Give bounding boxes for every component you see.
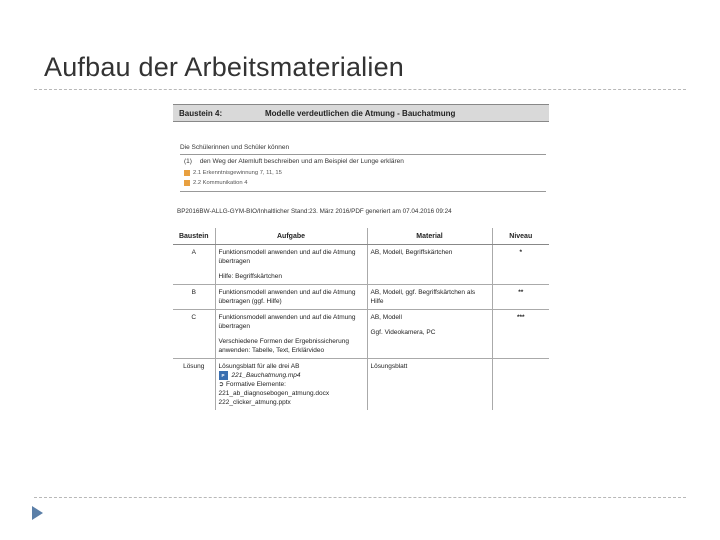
formative-file-link[interactable]: 221_ab_diagnosebogen_atmung.docx (218, 390, 330, 397)
baustein-cell: B (173, 285, 215, 310)
column-header: Baustein (173, 228, 215, 245)
aufgabe-text: Verschiedene Formen der Ergebnissicherung anwenden: Tabelle, Text, Erklärvideo (218, 338, 349, 354)
header-label: Baustein 4: (179, 109, 223, 118)
arrow-right-icon: ➲ (218, 381, 224, 388)
table-row (173, 359, 549, 411)
niveau-cell: ** (492, 285, 549, 310)
video-file-icon: P (219, 371, 228, 380)
aufgabe-text: Funktionsmodell anwenden und auf die Atmung übertragen (218, 249, 356, 265)
material-cell (367, 310, 492, 359)
material-text: Ggf. Videokamera, PC (370, 329, 436, 336)
formative-label: ➲ Formative Elemente: (218, 381, 286, 388)
table-header-row (173, 228, 549, 245)
aufgabe-text: Hilfe: Begriffskärtchen (218, 273, 282, 280)
video-file-name: 221_Bauchatmung.mp4 (231, 372, 301, 379)
title-divider (34, 89, 686, 90)
competence-square-icon (184, 170, 190, 176)
aufgabe-cell: Funktionsmodell anwenden und auf die Atmung übertragen (ggf. Hilfe) (215, 285, 367, 310)
aufgabe-cell (215, 359, 367, 411)
material-cell: Lösungsblatt (367, 359, 492, 411)
column-header: Aufgabe (215, 228, 367, 245)
footer-divider (34, 497, 686, 498)
aufgabe-text: Lösungsblatt für alle drei AB (218, 363, 300, 370)
goals-box (180, 154, 546, 192)
baustein-cell: C (173, 310, 215, 359)
goal-number: (1) (184, 158, 192, 165)
document-header (173, 104, 549, 122)
material-cell: AB, Modell, Begriffskärtchen (367, 245, 492, 285)
baustein-cell: Lösung (173, 359, 215, 411)
table-row (173, 285, 549, 310)
goal-text: den Weg der Atemluft beschreiben und am Beispiel der Lunge erklären (199, 158, 404, 165)
goal-sub-text: 2.2 Kommunikation 4 (193, 180, 248, 186)
material-cell: AB, Modell, ggf. Begriffskärtchen als Hilfe (367, 285, 492, 310)
aufgabe-cell (215, 245, 367, 285)
aufgabe-text: Funktionsmodell anwenden und auf die Atmung übertragen (218, 314, 356, 330)
document-meta: BP2016BW-ALLG-GYM-BIO/Inhaltlicher Stand:23. März 2016/PDF generiert am 07.04.2016 09:24 (177, 208, 452, 215)
goal-sub-item (184, 179, 247, 187)
document-image (173, 104, 549, 469)
niveau-cell (492, 359, 549, 411)
header-title: Modelle verdeutlichen die Atmung - Bauchatmung (265, 109, 456, 118)
nav-arrow-icon[interactable] (32, 506, 43, 520)
column-header: Niveau (492, 228, 549, 245)
goal-sub-item (184, 169, 282, 177)
material-text: AB, Modell (370, 314, 402, 321)
aufgabe-cell (215, 310, 367, 359)
video-file-link[interactable] (219, 371, 364, 380)
tasks-table (173, 228, 549, 410)
column-header: Material (367, 228, 492, 245)
table-row (173, 310, 549, 359)
niveau-cell: * (492, 245, 549, 285)
formative-file-link[interactable]: 222_clicker_atmung.pptx (218, 399, 291, 406)
slide-title: Aufbau der Arbeitsmaterialien (44, 52, 405, 82)
goal-sub-text: 2.1 Erkenntnisgewinnung 7, 11, 15 (193, 170, 282, 176)
goal-line (184, 158, 404, 165)
baustein-cell: A (173, 245, 215, 285)
niveau-cell: *** (492, 310, 549, 359)
competence-square-icon (184, 180, 190, 186)
table-row (173, 245, 549, 285)
goals-intro: Die Schülerinnen und Schüler können (180, 144, 290, 151)
